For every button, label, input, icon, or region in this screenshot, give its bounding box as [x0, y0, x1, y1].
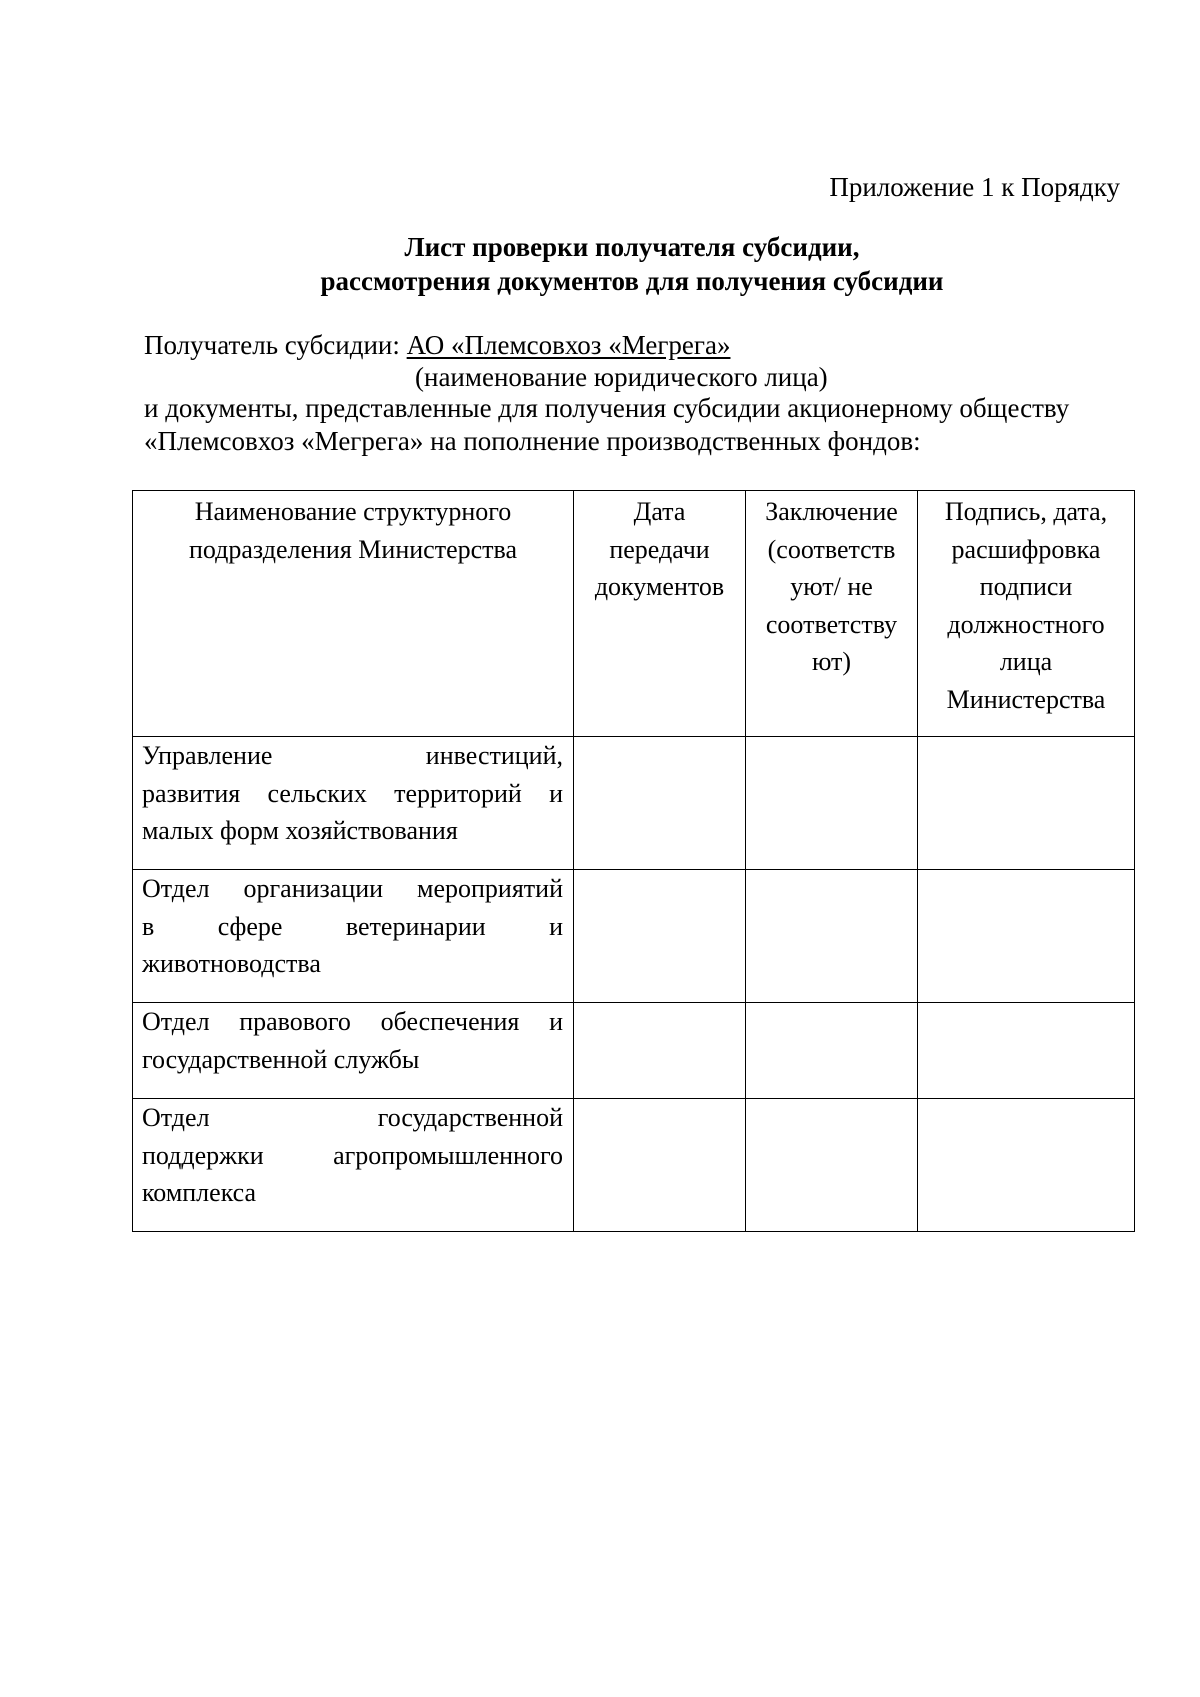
transfer-date-cell[interactable]: [574, 1099, 746, 1232]
signature-cell[interactable]: [918, 1003, 1135, 1099]
department-cell: [133, 737, 574, 870]
intro-line-2: «Племсовхоз «Мегрега» на пополнение производственных фондов:: [144, 426, 921, 456]
department-cell: [133, 1003, 574, 1099]
table-row: [133, 1003, 1135, 1099]
header-department-line: Наименование структурного: [194, 497, 512, 526]
conclusion-cell[interactable]: [746, 1099, 918, 1232]
document-title-line-2: рассмотрения документов для получения субсидии: [320, 266, 944, 296]
intro-line-1: и документы, представленные для получения субсидии акционерному обществу: [144, 393, 1070, 423]
department-line: животноводства: [142, 949, 321, 978]
table-row: [133, 737, 1135, 870]
department-line: Отдел организации мероприятий: [142, 874, 563, 903]
header-conclusion-line: уют/ не: [790, 572, 873, 601]
header-conclusion-line: соответству: [765, 609, 898, 639]
header-signature-line: расшифровка: [951, 534, 1101, 564]
header-date-line: передачи: [609, 534, 710, 564]
signature-cell[interactable]: [918, 1099, 1135, 1232]
department-line: Отдел правового обеспечения и: [142, 1007, 563, 1036]
intro-paragraph: [144, 392, 1126, 458]
recipient-caption: (наименование юридического лица): [415, 362, 828, 392]
header-conclusion-line: (соответств: [767, 534, 896, 564]
recipient-label: Получатель субсидии:: [144, 330, 407, 360]
department-cell: [133, 1099, 574, 1232]
header-signature-line: Министерства: [946, 684, 1106, 714]
department-line: развития сельских территорий и: [142, 778, 563, 808]
table-row: [133, 870, 1135, 1003]
signature-cell[interactable]: [918, 737, 1135, 870]
header-date-line: документов: [594, 572, 725, 601]
header-signature-line: лица: [999, 647, 1053, 676]
department-line: малых форм хозяйствования: [142, 816, 458, 845]
department-line: комплекса: [142, 1178, 257, 1207]
transfer-date-cell[interactable]: [574, 737, 746, 870]
department-cell: [133, 870, 574, 1003]
header-transfer-date: [574, 491, 746, 737]
header-conclusion-line: Заключение: [765, 497, 898, 526]
recipient-line: [144, 328, 730, 362]
transfer-date-cell[interactable]: [574, 1003, 746, 1099]
document-title-line-1: Лист проверки получателя субсидии,: [404, 232, 860, 262]
header-signature-line: должностного: [947, 609, 1105, 639]
department-line: в сфере ветеринарии и: [142, 911, 563, 941]
signature-cell[interactable]: [918, 870, 1135, 1003]
header-signature: [918, 491, 1135, 737]
header-conclusion: [746, 491, 918, 737]
header-department-line: подразделения Министерства: [189, 534, 517, 564]
header-department: [133, 491, 574, 737]
table-row: [133, 1099, 1135, 1232]
check-table: [132, 490, 1135, 1232]
department-line: Отдел государственной: [142, 1103, 563, 1132]
header-date-line: Дата: [633, 497, 686, 526]
department-line: поддержки агропромышленного: [142, 1140, 563, 1170]
header-signature-line: подписи: [979, 572, 1073, 601]
appendix-reference: Приложение 1 к Порядку: [829, 172, 1120, 202]
conclusion-cell[interactable]: [746, 870, 918, 1003]
header-signature-line: Подпись, дата,: [944, 497, 1108, 526]
document-title: [32, 230, 1200, 298]
conclusion-cell[interactable]: [746, 737, 918, 870]
header-conclusion-line: ют): [811, 647, 852, 676]
table-header-row: [133, 491, 1135, 737]
transfer-date-cell[interactable]: [574, 870, 746, 1003]
department-line: государственной службы: [142, 1044, 420, 1074]
conclusion-cell[interactable]: [746, 1003, 918, 1099]
recipient-name: АО «Племсовхоз «Мегрега»: [406, 330, 731, 360]
department-line: Управление инвестиций,: [142, 741, 563, 770]
